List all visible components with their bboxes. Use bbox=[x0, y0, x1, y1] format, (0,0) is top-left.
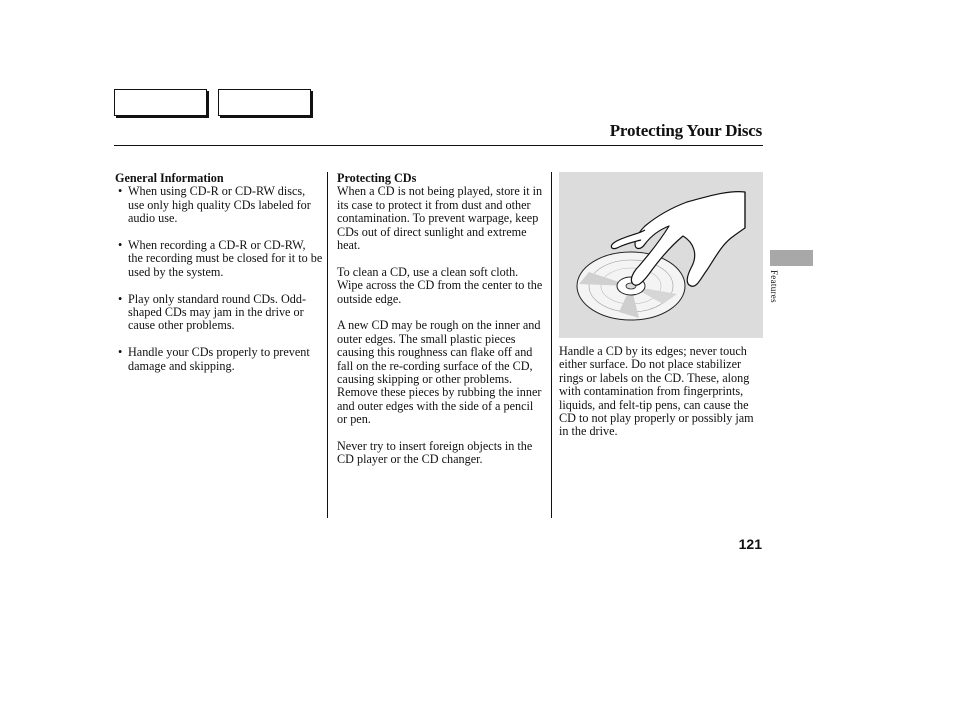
general-information-heading: General Information bbox=[115, 171, 224, 185]
list-item: • When recording a CD-R or CD-RW, the recording must be closed for it to be used by the system. bbox=[115, 239, 323, 279]
hand-holding-cd-icon bbox=[559, 172, 763, 338]
general-information-list bbox=[115, 185, 323, 373]
page-number: 121 bbox=[738, 536, 762, 552]
paragraph: Never try to insert foreign objects in the CD player or the CD changer. bbox=[337, 439, 533, 467]
section-tab-marker bbox=[770, 250, 813, 266]
list-item: • When using CD-R or CD-RW discs, use only high quality CDs labeled for audio use. bbox=[115, 185, 323, 225]
header-tab-box-right bbox=[218, 89, 311, 116]
header-rule bbox=[114, 145, 763, 146]
header-tab-box-left bbox=[114, 89, 207, 116]
paragraph: When a CD is not being played, store it in its case to protect it from dust and other contamination. To prevent warpage, keep CDs out of direct sunlight and extreme heat. bbox=[337, 184, 543, 253]
figure-caption: Handle a CD by its edges; never touch either surface. Do not place stabilizer rings or labels on the CD. These, along with contamination from fingerprints, liquids, and felt-tip pens, can cause the CD to not play properly or possibly jam in the drive. bbox=[559, 344, 754, 439]
paragraph: A new CD may be rough on the inner and outer edges. The small plastic pieces causing this roughness can flake off and fall on the re-cording surface of the CD, causing skipping or other problems. Remove these pieces by rubbing the inner and outer edges with the side of a pencil or pen. bbox=[337, 318, 542, 427]
list-item: • Handle your CDs properly to prevent damage and skipping. bbox=[115, 346, 323, 373]
cd-handling-illustration bbox=[559, 172, 763, 338]
page-title: Protecting Your Discs bbox=[609, 121, 762, 140]
general-information-column bbox=[115, 172, 323, 386]
paragraph: To clean a CD, use a clean soft cloth. Wipe across the CD from the center to the outside edge. bbox=[337, 264, 543, 306]
list-item: • Play only standard round CDs. Odd-shaped CDs may jam in the drive or cause other problems. bbox=[115, 293, 323, 333]
protecting-cds-heading: Protecting CDs bbox=[337, 171, 417, 185]
column-divider-2 bbox=[551, 172, 552, 518]
protecting-cds-column bbox=[337, 172, 543, 480]
section-tab-label: Features bbox=[769, 270, 779, 303]
column-divider-1 bbox=[327, 172, 328, 518]
